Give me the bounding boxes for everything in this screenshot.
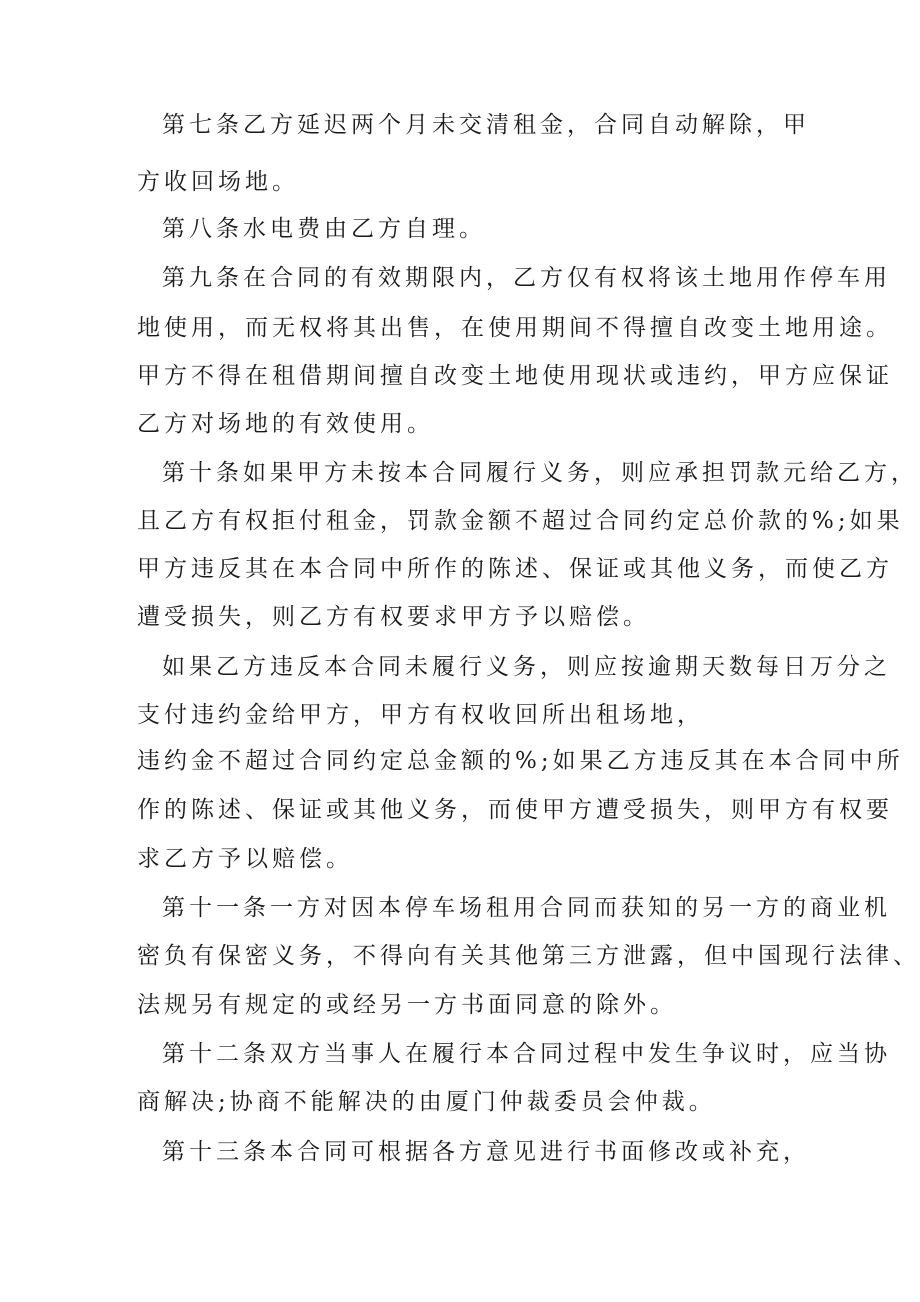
breach-para-line-4: 作的陈述、保证或其他义务，而使甲方遭受损失，则甲方有权要 — [137, 797, 893, 823]
clause-12-line-2: 商解决;协商不能解决的由厦门仲裁委员会仲裁。 — [137, 1089, 716, 1115]
clause-11-line-2: 密负有保密义务，不得向有关其他第三方泄露，但中国现行法律、 — [137, 943, 920, 969]
clause-12-line-1: 第十二条双方当事人在履行本合同过程中发生争议时，应当协 — [162, 1041, 891, 1067]
clause-8-line-1: 第八条水电费由乙方自理。 — [162, 216, 486, 242]
clause-9-line-1: 第九条在合同的有效期限内，乙方仅有权将该土地用作停车用 — [162, 265, 891, 291]
clause-10-line-2: 且乙方有权拒付租金，罚款金额不超过合同约定总价款的%;如果 — [137, 508, 904, 534]
clause-13-line-1: 第十三条本合同可根据各方意见进行书面修改或补充， — [162, 1139, 810, 1165]
clause-11-line-1: 第十一条一方对因本停车场租用合同而获知的另一方的商业机 — [162, 895, 891, 921]
breach-para-line-5: 求乙方予以赔偿。 — [137, 846, 353, 872]
clause-10-line-3: 甲方违反其在本合同中所作的陈述、保证或其他义务，而使乙方 — [137, 556, 893, 582]
clause-7-line-1: 第七条乙方延迟两个月未交清租金，合同自动解除，甲 — [162, 112, 810, 138]
clause-9-line-4: 乙方对场地的有效使用。 — [137, 411, 434, 437]
breach-para-line-3: 违约金不超过合同约定总金额的%;如果乙方违反其在本合同中所 — [137, 748, 904, 774]
clause-10-line-1: 第十条如果甲方未按本合同履行义务，则应承担罚款元给乙方， — [162, 460, 918, 486]
breach-para-line-2: 支付违约金给甲方，甲方有权收回所出租场地， — [137, 702, 704, 728]
clause-7-line-2: 方收回场地。 — [137, 169, 299, 195]
clause-9-line-2: 地使用，而无权将其出售，在使用期间不得擅自改变土地用途。 — [137, 315, 893, 341]
clause-11-line-3: 法规另有规定的或经另一方书面同意的除外。 — [137, 992, 677, 1018]
breach-para-line-1: 如果乙方违反本合同未履行义务，则应按逾期天数每日万分之 — [162, 654, 891, 680]
clause-9-line-3: 甲方不得在租借期间擅自改变土地使用现状或违约，甲方应保证 — [137, 363, 893, 389]
clause-10-line-4: 遭受损失，则乙方有权要求甲方予以赔偿。 — [137, 604, 650, 630]
